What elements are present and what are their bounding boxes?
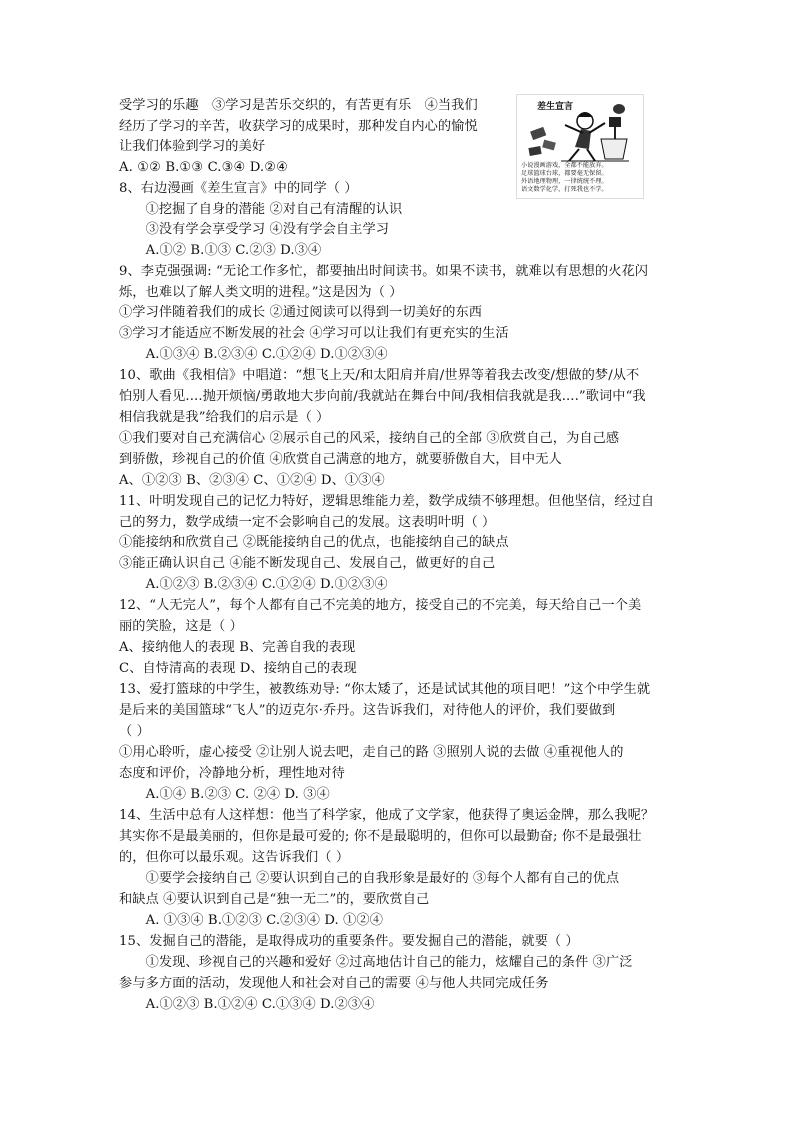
text-line: A.①③④ B.②③④ C.①②④ D.①②③④ [119,347,388,362]
cartoon-caption: 小说漫画游戏，全都不能放弃。 [521,162,608,169]
text-line: ①发现、珍视自己的兴趣和爱好 ②过高地估计自己的能力，炫耀自己的条件 ③广泛 [119,955,633,970]
text-line: 己的努力，数学成绩一定不会影响自己的发展。这表明叶明（ ） [119,515,496,530]
text-line: A.①②③ B.①②④ C.①③④ D.②③④ [119,997,375,1012]
text-line: 丽的笑脸，这是（ ） [119,619,243,634]
cartoon-illustration [516,94,644,199]
text-line: ①要学会接纳自己 ②要认识到自己的自我形象是最好的 ③每个人都有自己的优点 [119,871,620,886]
text-line: 和缺点 ④要认识到自己是“独一无二”的，要欣赏自己 [119,892,430,907]
text-line: C、自恃清高的表现 D、接纳自己的表现 [119,661,357,676]
text-line: 其实你不是最美丽的，但你是最可爱的; 你不是最聪明的，但你可以最勤奋; 你不是最强壮 [119,829,642,844]
text-line: 14、生活中总有人这样想：他当了科学家，他成了文学家，他获得了奥运金牌，那么我呢？ [119,808,655,823]
cartoon-caption: 外语地理物理，一律统统不理。 [521,178,608,185]
text-line: ①用心聆听，虚心接受 ②让别人说去吧，走自己的路 ③照别人说的去做 ④重视他人的 [119,745,624,760]
text-line: 15、发掘自己的潜能，是取得成功的重要条件。要发掘自己的潜能，就要（ ） [119,934,579,949]
text-line: 经历了学习的辛苦，收获学习的成果时，那种发自内心的愉悦 [119,119,478,134]
text-line: 的，但你可以最乐观。这告诉我们（ ） [119,850,350,865]
cartoon-caption: 语文数学化学，打死我也不学。 [521,186,608,193]
text-line: 态度和评价，冷静地分析，理性地对待 [119,766,345,781]
text-line: 怕别人看见....抛开烦恼/勇敢地大步向前/我就站在舞台中间/我相信我就是我....”歌词中“我 [119,389,646,404]
cartoon-title: 差生宣言 [537,102,574,112]
text-line: 让我们体验到学习的美好 [119,139,266,154]
text-line: 8、右边漫画《差生宣言》中的同学（ ） [119,181,358,196]
text-line: ③学习才能适应不断发展的社会 ④学习可以让我们有更充实的生活 [119,326,509,341]
text-line: ③没有学会享受学习 ④没有学会自主学习 [119,222,390,237]
text-line: 烁，也难以了解人类文明的进程。”这是因为（ ） [119,285,403,300]
text-line: A. ①② B.①③ C.③④ D.②④ [119,160,289,175]
cartoon-caption: 足球篮球台球，都要毫无保留。 [521,170,608,177]
text-line: 相信我就是我”给我们的启示是（ ） [119,410,330,425]
text-line: 11、叶明发现自己的记忆力特好，逻辑思维能力差，数学成绩不够理想。但他坚信，经过自 [119,494,655,509]
text-line: 受学习的乐趣 ③学习是苦乐交织的，有苦更有乐 ④当我们 [119,98,478,113]
text-line: 到骄傲，珍视自己的价值 ④欣赏自己满意的地方，就要骄傲自大，目中无人 [119,452,562,467]
text-line: 12、“人无完人”，每个人都有自己不完美的地方，接受自己的不完美，每天给自己一个美 [119,598,642,613]
text-line: ①能接纳和欣赏自己 ②既能接纳自己的优点，也能接纳自己的缺点 [119,535,509,550]
text-line: （ ） [119,724,150,739]
text-line: 9、李克强强调: “无论工作多忙，都要抽出时间读书。如果不读书，就难以有思想的火花闪 [119,264,649,279]
text-line: 13、爱打篮球的中学生，被教练劝导: “你太矮了，还是试试其他的项目吧！”这个中学生就 [119,682,651,697]
text-line: A.①④ B.②③ C. ②④ D. ③④ [119,787,330,802]
text-line: ①学习伴随着我们的成长 ②通过阅读可以得到一切美好的东西 [119,305,483,320]
text-line: ①挖掘了自身的潜能 ②对自己有清醒的认识 [119,202,403,217]
text-line: ①我们要对自己充满信心 ②展示自己的风采，接纳自己的全部 ③欣赏自己，为自己感 [119,431,620,446]
text-line: A、接纳他人的表现 B、完善自我的表现 [119,640,356,655]
text-line: A、①②③ B、②③④ C、①②④ D、①③④ [119,473,385,488]
text-line: 参与多方面的活动，发现他人和社会对自己的需要 ④与他人共同完成任务 [119,976,549,991]
text-line: A. ①③④ B.①②③ C.②③④ D. ①②④ [119,913,383,928]
text-line: A.①②③ B.②③④ C.①②④ D.①②③④ [119,577,388,592]
text-line: 10、歌曲《我相信》中唱道：“想飞上天/和太阳肩并肩/世界等着我去改变/想做的梦/从不 [119,368,640,383]
text-line: A.①② B.①③ C.②③ D.③④ [119,243,322,258]
text-line: 是后来的美国篮球“飞人”的迈克尔·乔丹。这告诉我们，对待他人的评价，我们要做到 [119,703,616,718]
text-line: ③能正确认识自己 ④能不断发现自己、发展自己，做更好的自己 [119,556,496,571]
